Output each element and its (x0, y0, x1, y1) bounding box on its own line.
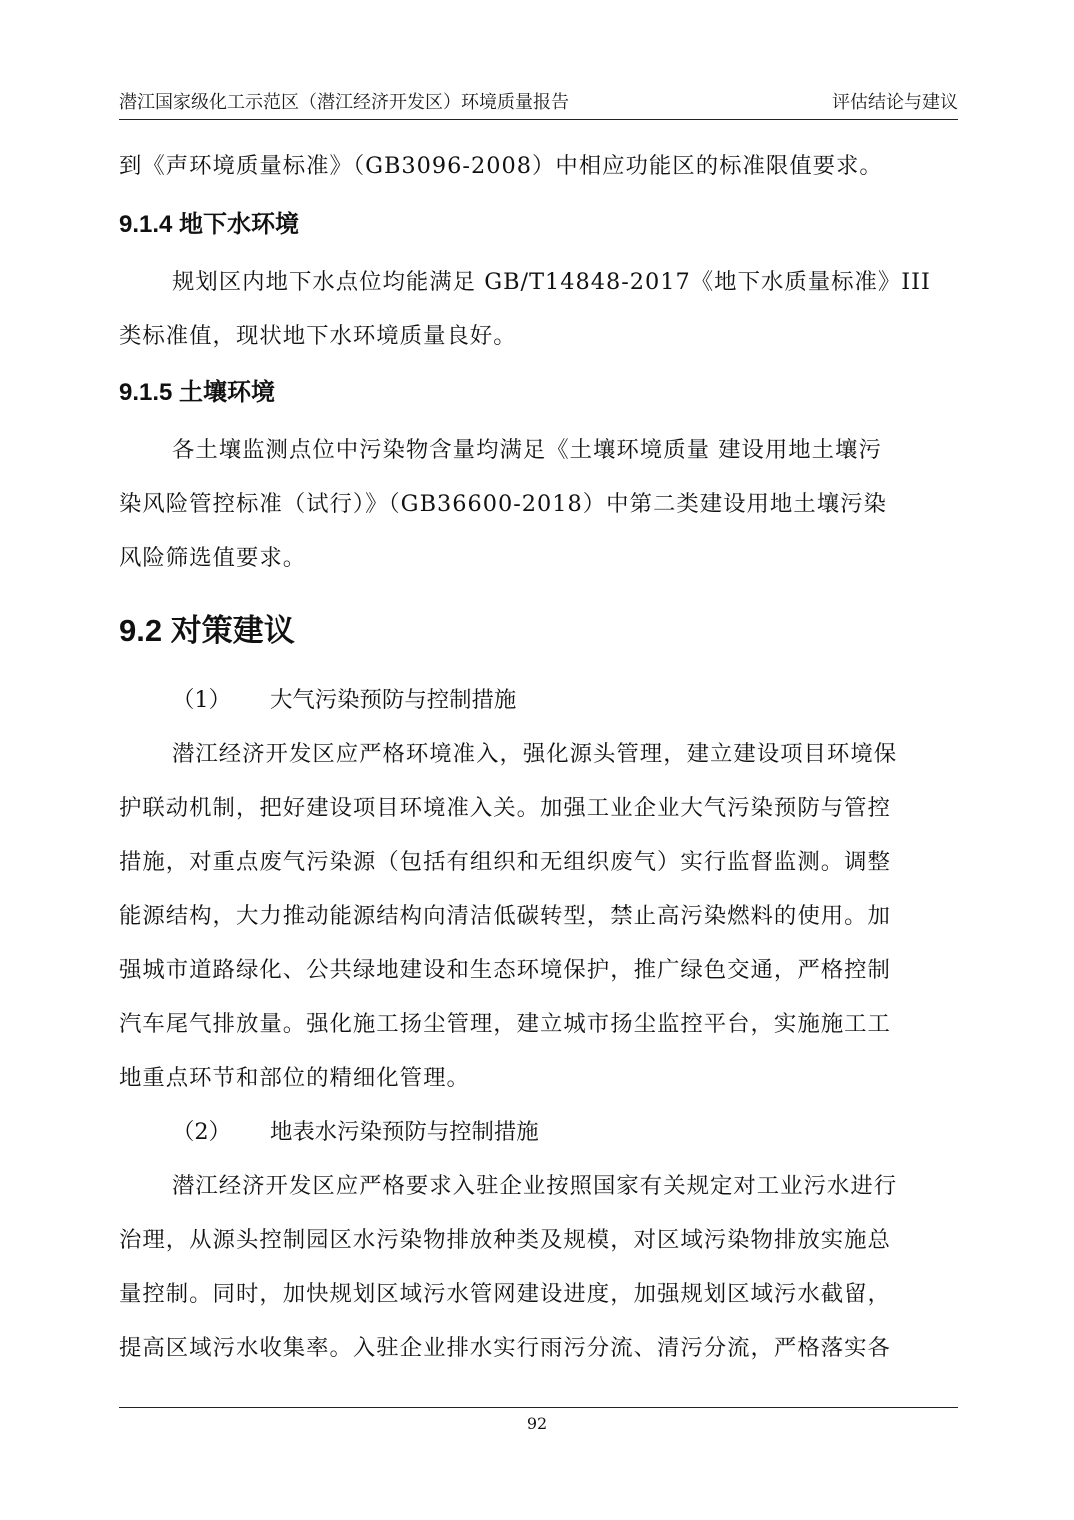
intro-paragraph: 到《声环境质量标准》（GB3096-2008）中相应功能区的标准限值要求。 (119, 153, 883, 179)
paragraph-line: 规划区内地下水点位均能满足 GB/T14848-2017《地下水质量标准》III (172, 269, 931, 295)
paragraph-line: 染风险管控标准（试行）》（GB36600-2018）中第二类建设用地土壤污染 (119, 491, 887, 517)
paragraph-air (119, 727, 958, 1105)
paragraph-groundwater (119, 255, 958, 363)
item-1-heading (119, 673, 958, 727)
paragraph-line: 能源结构，大力推动能源结构向清洁低碳转型，禁止高污染燃料的使用。加 (119, 903, 891, 929)
paragraph-soil (119, 423, 958, 585)
chapter-title: 评估结论与建议 (832, 92, 958, 113)
paragraph-line: 量控制。同时，加快规划区域污水管网建设进度，加强规划区域污水截留， (119, 1281, 891, 1307)
report-title: 潜江国家级化工示范区（潜江经济开发区）环境质量报告 (119, 92, 569, 113)
heading-9-1-5: 9.1.5 土壤环境 (119, 379, 276, 406)
paragraph-line: 护联动机制，把好建设项目环境准入关。加强工业企业大气污染预防与管控 (119, 795, 891, 821)
paragraph-line: 各土壤监测点位中污染物含量均满足《土壤环境质量 建设用地土壤污 (172, 437, 882, 463)
paragraph-line: 类标准值，现状地下水环境质量良好。 (119, 323, 517, 349)
footer-divider (119, 1407, 958, 1408)
paragraph-line: 措施，对重点废气污染源（包括有组织和无组织废气）实行监督监测。调整 (119, 849, 891, 875)
heading-9-2: 9.2 对策建议 (119, 613, 295, 648)
paragraph-line: 汽车尾气排放量。强化施工扬尘管理，建立城市扬尘监控平台，实施施工工 (119, 1011, 891, 1037)
paragraph-line: 提高区域污水收集率。入驻企业排水实行雨污分流、清污分流，严格落实各 (119, 1335, 891, 1361)
item-title: 大气污染预防与控制措施 (270, 687, 517, 713)
header-divider (119, 119, 958, 120)
page-number: 92 (526, 1414, 548, 1433)
page-header (119, 88, 958, 120)
paragraph-line: 潜江经济开发区应严格环境准入，强化源头管理，建立建设项目环境保 (172, 741, 898, 767)
paragraph-line: 治理，从源头控制园区水污染物排放种类及规模，对区域污染物排放实施总 (119, 1227, 891, 1253)
paragraph-line: 地重点环节和部位的精细化管理。 (119, 1065, 470, 1091)
paragraph-line: 强城市道路绿化、公共绿地建设和生态环境保护，推广绿色交通，严格控制 (119, 957, 891, 983)
page-body (119, 139, 958, 1375)
item-title: 地表水污染预防与控制措施 (270, 1119, 539, 1145)
item-number: （2） (172, 1119, 232, 1145)
paragraph-line: 潜江经济开发区应严格要求入驻企业按照国家有关规定对工业污水进行 (172, 1173, 898, 1199)
paragraph-surface-water (119, 1159, 958, 1375)
item-number: （1） (172, 687, 232, 713)
item-2-heading (119, 1105, 958, 1159)
paragraph-line: 风险筛选值要求。 (119, 545, 307, 571)
heading-9-1-4: 9.1.4 地下水环境 (119, 211, 300, 238)
